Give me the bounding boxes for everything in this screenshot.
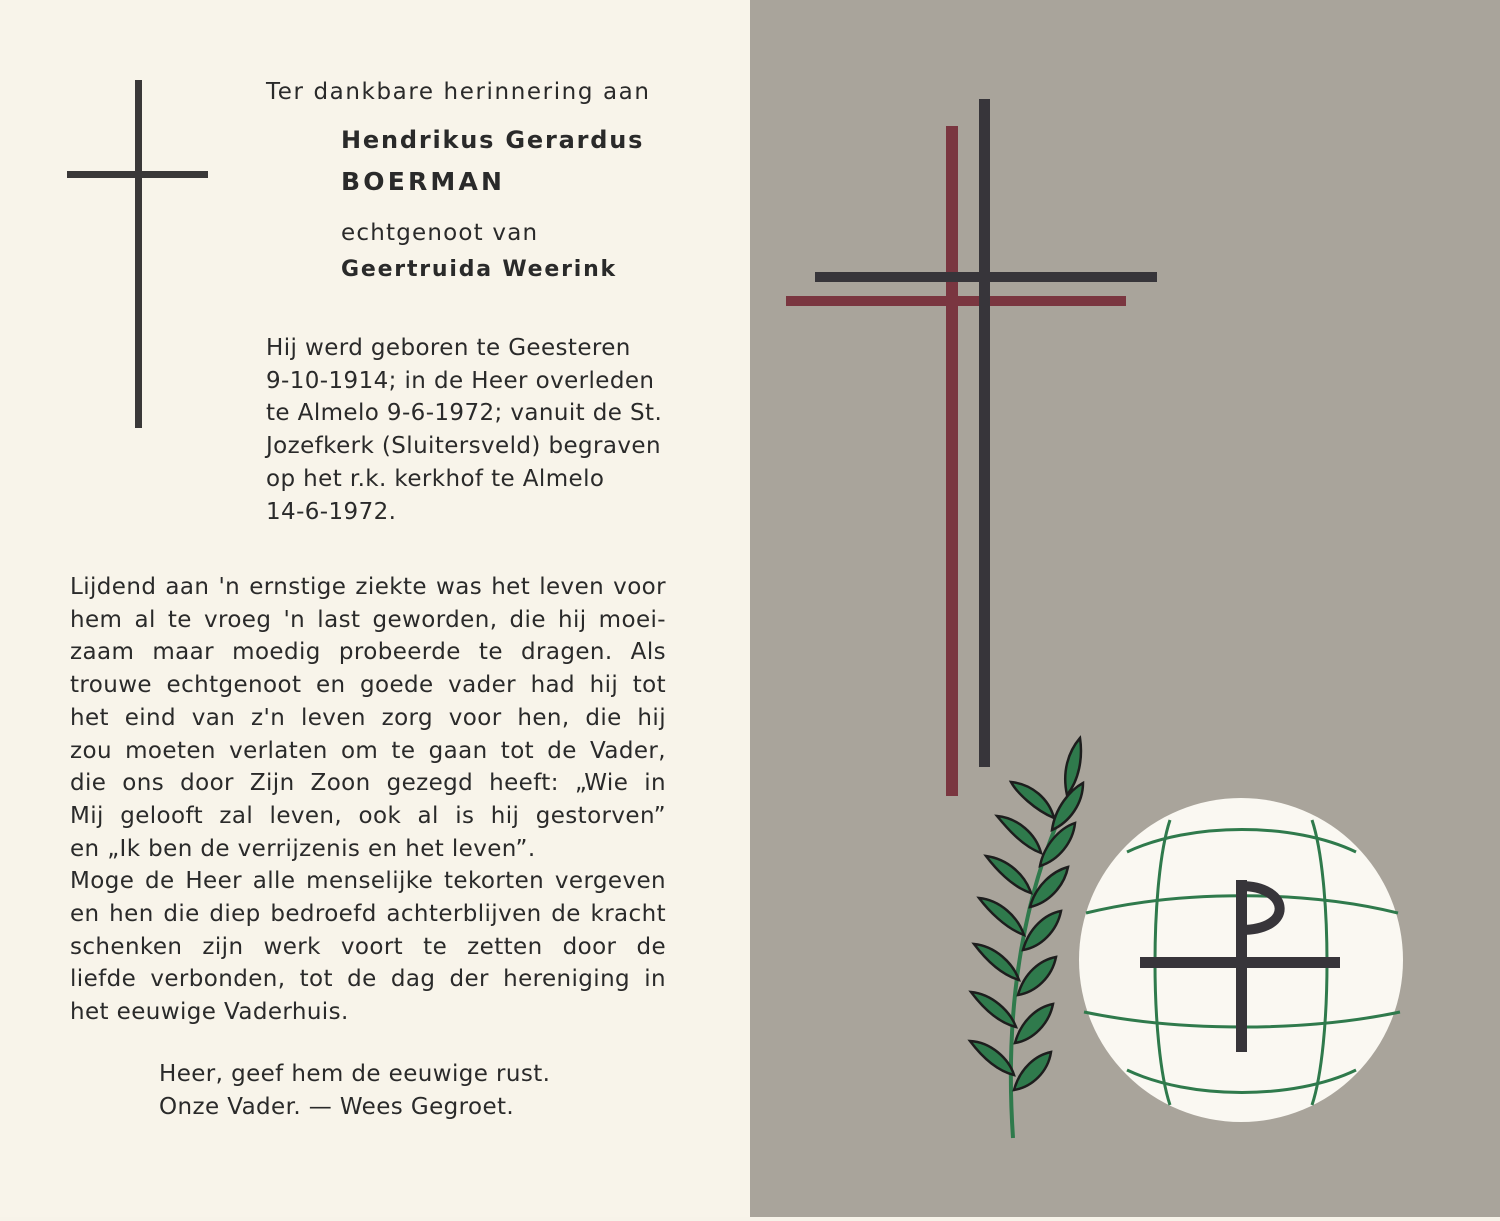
memorial-paragraph [70,571,666,1029]
given-names: Hendrikus Gerardus [341,126,645,154]
cover-artwork [750,0,1500,1217]
bio-line: op het r.k. kerkhof te Almelo [266,465,605,492]
body-line: schenken zijn werk voort te zetten door de [70,933,666,960]
body-line: liefde verbonden, tot de dag der hereniging in [70,966,666,993]
biography [266,332,664,528]
closing-line: Onze Vader. — Wees Gegroet. [159,1093,515,1120]
cover-page [750,0,1500,1217]
body-line: het eeuwige Vaderhuis. [70,999,349,1026]
body-line: die ons door Zijn Zoon gezegd heeft: „Wie in [70,770,666,797]
bio-line: 9-10-1914; in de Heer overleden [266,367,655,394]
palm-branch-icon [970,738,1083,1138]
surname: BOERMAN [341,167,506,196]
body-line: hem al te vroeg 'n last geworden, die hij moei- [70,606,666,633]
body-line: het eind van z'n leven zorg voor hen, die hij [70,704,666,731]
memorial-text-page [0,0,750,1217]
body-line: trouwe echtgenoot en goede vader had hij tot [70,672,666,699]
spouse-label: echtgenoot van [341,220,539,246]
body-line: en „Ik ben de verrijzenis en het leven”. [70,835,536,862]
body-line: Lijdend aan 'n ernstige ziekte was het leven voor [70,574,666,600]
spouse-name: Geertruida Weerink [341,257,617,282]
bio-line: Jozefkerk (Sluitersveld) begraven [266,433,661,460]
closing-prayer [159,1058,550,1123]
cross-icon-horizontal [67,171,208,178]
bio-line: Hij werd geboren te Geesteren [266,335,631,361]
intro-line: Ter dankbare herinnering aan [266,79,651,105]
body-line: Mij gelooft zal leven, ook al is hij gestorven” [70,802,666,829]
double-cross-icon [786,99,1157,796]
chi-rho-globe-icon [1079,798,1403,1122]
closing-line: Heer, geef hem de eeuwige rust. [159,1061,551,1087]
body-line: zou moeten verlaten om te gaan tot de Vader, [70,737,666,764]
body-line: zaam maar moedig probeerde te dragen. Als [70,639,666,666]
bio-line: te Almelo 9-6-1972; vanuit de St. [266,400,663,427]
cross-icon-vertical [135,80,142,428]
body-line: en hen die diep bedroefd achterblijven de kracht [70,901,666,928]
body-line: Moge de Heer alle menselijke tekorten vergeven [70,868,666,895]
bio-line: 14-6-1972. [266,498,397,525]
